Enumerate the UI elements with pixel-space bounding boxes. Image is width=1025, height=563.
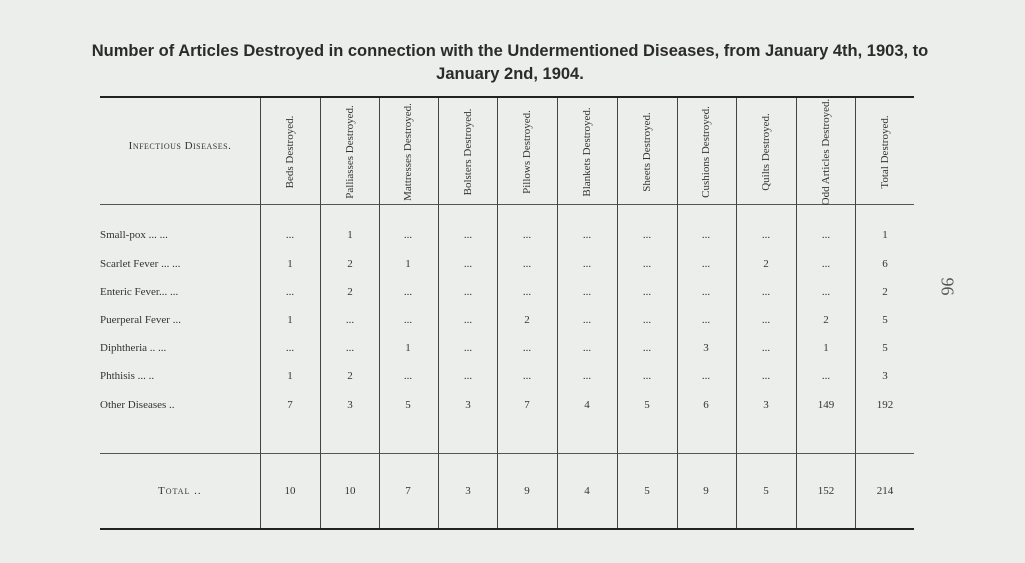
table-cell: ... [642, 314, 652, 326]
column-divider [736, 98, 737, 528]
header-odd-articles: Odd Articles Destroyed. [820, 98, 832, 206]
column-divider [677, 98, 678, 528]
row-label: Phthisis ... .. [100, 370, 155, 382]
table-cell: ... [285, 229, 295, 241]
table-cell: 2 [347, 286, 353, 298]
table-cell: ... [345, 314, 355, 326]
table-cell: ... [403, 370, 413, 382]
table-cell: 3 [882, 370, 888, 382]
table-cell: 2 [882, 286, 888, 298]
table-cell: 2 [823, 314, 829, 326]
row-label: Other Diseases .. [100, 399, 175, 411]
table-cell: ... [522, 258, 532, 270]
table-cell: 1 [287, 370, 293, 382]
header-bolsters: Bolsters Destroyed. [462, 108, 474, 196]
header-pillows: Pillows Destroyed. [521, 110, 533, 194]
table-cell: 3 [347, 399, 353, 411]
table-cell: ... [463, 258, 473, 270]
top-rule [100, 96, 914, 98]
total-cell: 5 [644, 485, 650, 497]
table-cell: 1 [405, 258, 411, 270]
table-cell: 4 [584, 399, 590, 411]
table-cell: 1 [287, 314, 293, 326]
header-sheets: Sheets Destroyed. [641, 112, 653, 192]
table-cell: 6 [703, 399, 709, 411]
table-cell: 5 [644, 399, 650, 411]
total-cell: 9 [524, 485, 530, 497]
total-cell: 7 [405, 485, 411, 497]
table-cell: ... [701, 286, 711, 298]
table-title: Number of Articles Destroyed in connection with the Undermentioned Diseases, from January 4th, 1903, to January 2nd, 1904. [91, 42, 929, 83]
table-cell: 192 [876, 399, 894, 411]
table-cell: ... [761, 342, 771, 354]
table-cell: 5 [405, 399, 411, 411]
header-cushions: Cushions Destroyed. [700, 106, 712, 198]
page-number: 96 [937, 277, 958, 296]
column-divider [320, 98, 321, 528]
table-cell: 1 [405, 342, 411, 354]
table-cell: 3 [703, 342, 709, 354]
table-cell: ... [761, 286, 771, 298]
table-cell: ... [582, 258, 592, 270]
column-divider [617, 98, 618, 528]
table-cell: ... [701, 314, 711, 326]
table-cell: ... [463, 286, 473, 298]
table-cell: ... [701, 258, 711, 270]
table-cell: 2 [763, 258, 769, 270]
table-cell: ... [582, 314, 592, 326]
table-cell: 6 [882, 258, 888, 270]
header-rule [100, 204, 914, 205]
header-palliasses: Palliasses Destroyed. [344, 105, 356, 199]
table-cell: ... [761, 370, 771, 382]
table-cell: ... [701, 370, 711, 382]
table-cell: 2 [347, 370, 353, 382]
table-cell: ... [582, 370, 592, 382]
header-total-destroyed: Total Destroyed. [879, 115, 891, 189]
header-blankets: Blankets Destroyed. [581, 107, 593, 197]
table-cell: ... [642, 258, 652, 270]
table-cell: ... [285, 342, 295, 354]
table-cell: 149 [817, 399, 835, 411]
table-cell: ... [345, 342, 355, 354]
column-divider [379, 98, 380, 528]
total-rule [100, 453, 914, 454]
table-cell: ... [463, 342, 473, 354]
column-divider [855, 98, 856, 528]
column-divider [497, 98, 498, 528]
total-cell: 10 [344, 485, 356, 497]
table-cell: ... [522, 286, 532, 298]
table-cell: 1 [287, 258, 293, 270]
row-label: Puerperal Fever ... [100, 314, 181, 326]
bottom-rule [100, 528, 914, 530]
total-cell: 152 [817, 485, 835, 497]
table-cell: 1 [882, 229, 888, 241]
row-label: Small-pox ... ... [100, 229, 168, 241]
table-cell: 5 [882, 342, 888, 354]
table-cell: ... [463, 314, 473, 326]
table-cell: ... [821, 258, 831, 270]
table-cell: ... [582, 229, 592, 241]
table-cell: ... [522, 370, 532, 382]
table-cell: ... [761, 229, 771, 241]
total-row-label: Total .. [158, 485, 202, 497]
table-cell: 2 [524, 314, 530, 326]
total-cell: 4 [584, 485, 590, 497]
table-cell: 1 [823, 342, 829, 354]
header-mattresses: Mattresses Destroyed. [402, 103, 414, 201]
row-label: Scarlet Fever ... ... [100, 258, 181, 270]
table-cell: ... [642, 342, 652, 354]
table-cell: 5 [882, 314, 888, 326]
column-divider [438, 98, 439, 528]
table-cell: ... [761, 314, 771, 326]
table-cell: ... [522, 342, 532, 354]
table-cell: ... [642, 370, 652, 382]
total-cell: 10 [284, 485, 296, 497]
total-cell: 5 [763, 485, 769, 497]
column-divider [796, 98, 797, 528]
row-label: Diphtheria .. ... [100, 342, 167, 354]
table-cell: 7 [287, 399, 293, 411]
table-cell: 7 [524, 399, 530, 411]
total-cell: 214 [876, 485, 894, 497]
table-cell: ... [642, 229, 652, 241]
table-cell: ... [582, 342, 592, 354]
table-cell: 2 [347, 258, 353, 270]
column-divider [260, 98, 261, 528]
table-cell: 3 [465, 399, 471, 411]
table-cell: ... [463, 229, 473, 241]
total-cell: 3 [465, 485, 471, 497]
table-cell: ... [582, 286, 592, 298]
header-infectious-diseases: Infectious Diseases. [128, 140, 232, 152]
table-cell: ... [403, 229, 413, 241]
row-label: Enteric Fever... ... [100, 286, 179, 298]
total-cell: 9 [703, 485, 709, 497]
table-cell: ... [463, 370, 473, 382]
table-cell: 1 [347, 229, 353, 241]
table-cell: ... [403, 286, 413, 298]
table-cell: ... [821, 286, 831, 298]
column-divider [557, 98, 558, 528]
table-cell: ... [821, 370, 831, 382]
header-quilts: Quilts Destroyed. [760, 113, 772, 191]
table-cell: ... [403, 314, 413, 326]
table-cell: ... [285, 286, 295, 298]
table-cell: ... [701, 229, 711, 241]
table-cell: ... [642, 286, 652, 298]
table-cell: ... [821, 229, 831, 241]
table-cell: 3 [763, 399, 769, 411]
table-cell: ... [522, 229, 532, 241]
header-beds: Beds Destroyed. [284, 115, 296, 189]
